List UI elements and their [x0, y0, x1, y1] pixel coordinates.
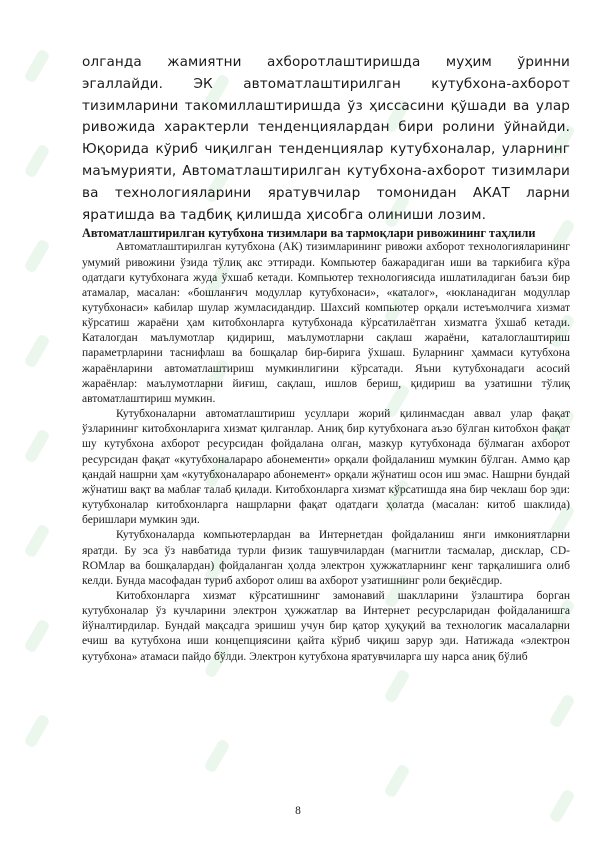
watermark-mark	[203, 738, 230, 773]
watermark-mark	[23, 713, 50, 748]
watermark-mark	[23, 523, 50, 558]
document-page	[82, 52, 570, 665]
watermark-mark	[23, 428, 50, 463]
watermark-mark	[383, 763, 410, 798]
body-paragraph-2: Кутубхоналарни автоматлаштириш усуллари жорий қилинмасдан аввал улар фақат ўзларининг китобхонларига хизмат қилганлар. Аниқ бир кутубхонага аъзо бўлган китобхон фақат шу кутубхона ахборот ресурсидан фойдалана олган, мазкур кутубхонада бўлмаган ахборот ресурсидан фақат «кутубхоналараро абонементи» орқали фойдаланиш мумкин бўлган. Аммо қар қандай нашрни ҳам «кутубхоналараро абонемент» орқали жўнатиш осон иш эмас. Нашрни бундай жўнатиш вақт ва маблағ талаб қилади. Китобхонларга хизмат кўрсатишда яна бир чеклаш бор эди: кутубхоналар китобхонларга нашрларни фақат одатдаги ҳолатда (масалан: китоб шаклида) беришлари мумкин эди.	[82, 408, 570, 527]
watermark-mark	[23, 238, 50, 273]
body-paragraph-3: Кутубхоналарда компьютерлардан ва Интернетдан фойдаланиш янги имкониятларни яратди. Бу эса ўз навбатида турли физик ташувчилардан (магнитли тасмалар, дисклар, CD-ROMлар ва бошқалардан) фойдаланган ҳолда электрон ҳужжатларнинг кенг тарқалишига олиб келди. Бунда масофадан туриб ахборот олиш ва ахборот узатишнинг роли беқиёсдир.	[82, 529, 570, 587]
watermark-mark	[23, 143, 50, 178]
body-paragraph-4: Китобхонларга хизмат кўрсатишнинг замонавий шаклларини ўзлаштира борган кутубхоналар ўз кучларини электрон ҳужжатлар ва Интернет ресурсларидан фойдаланишга йўналтирдилар. Бундай мақсадга эришиш учун бир қатор ҳуқуқий ва технологик масалаларни ечиш ва кутубхона иши концепциясини қайта кўриб чиқиш зарур эди. Натижада «электрон кутубхона» атамаси пайдо бўлди. Электрон кутубхона яратувчиларга шу нарса аниқ бўлиб	[82, 589, 570, 663]
watermark-mark	[23, 48, 50, 83]
watermark-mark	[548, 693, 575, 728]
lead-paragraph: олганда жамиятни ахборотлаштиришда муҳим ўринни эгаллайди. ЭК автоматлаштирилган кутубхона-ахборот тизимларини такомиллаштиришда ўз ҳиссасини қўшади ва улар ривожида характерли тенденциялардан бири ролини ўйнайди. Юқорида кўриб чиқилган тенденциялар кутубхоналар, уларнинг маъмурияти, Автоматлаштирилган кутубхона-ахборот тизимлари ва технологияларини яратувчилар томонидан АКАТ ларни яратишда ва тадбиқ қилишда ҳисобга олиниши лозим.	[82, 54, 570, 223]
body-paragraph-1: Автоматлаштирилган кутубхона (АК) тизимларининг ривожи ахборот технологияларининг умумий ривожини ўзида тўлиқ акс эттиради. Компьютер бажарадиган иши ва таркибига кўра одатдаги кутубхонага жуда ўхшаб кетади. Компьютер технологиясида ишлатиладиган баъзи бир атамалар, масалан: «бошланғич модуллар кутубхонаси», «каталог», «юкланадиган модуллар кутубхонаси» кабилар шулар жумласидандир. Шахсий компьютер орқали истеъмолчига хизмат кўрсатиш жараёни ҳам китобхонларга кутубхонада кўрсатилаётган хизматга ўхшаб кетади. Каталогдан маълумотлар қидириш, маълумотларни сақлаш жараёни, каталоглаштириш параметрларини таснифлаш ва бошқалар бир-бирига ўхшаш. Буларнинг ҳаммаси кутубхона жараёнларини автоматлаштириш мумкинлигини кўрсатади. Яъни кутубхонадаги асосий жараёнлар: маълумотларни йиғиш, сақлаш, ишлов бериш, қидириш ва узатишни тўлиқ автоматлаштириш мумкин.	[82, 241, 570, 405]
watermark-mark	[23, 618, 50, 653]
page-number: 8	[295, 805, 301, 817]
watermark-mark	[383, 668, 410, 703]
section-heading: Автоматлаштирилган кутубхона тизимлари ва тармоқлари ривожининг таҳлили	[82, 226, 536, 241]
watermark-mark	[23, 333, 50, 368]
